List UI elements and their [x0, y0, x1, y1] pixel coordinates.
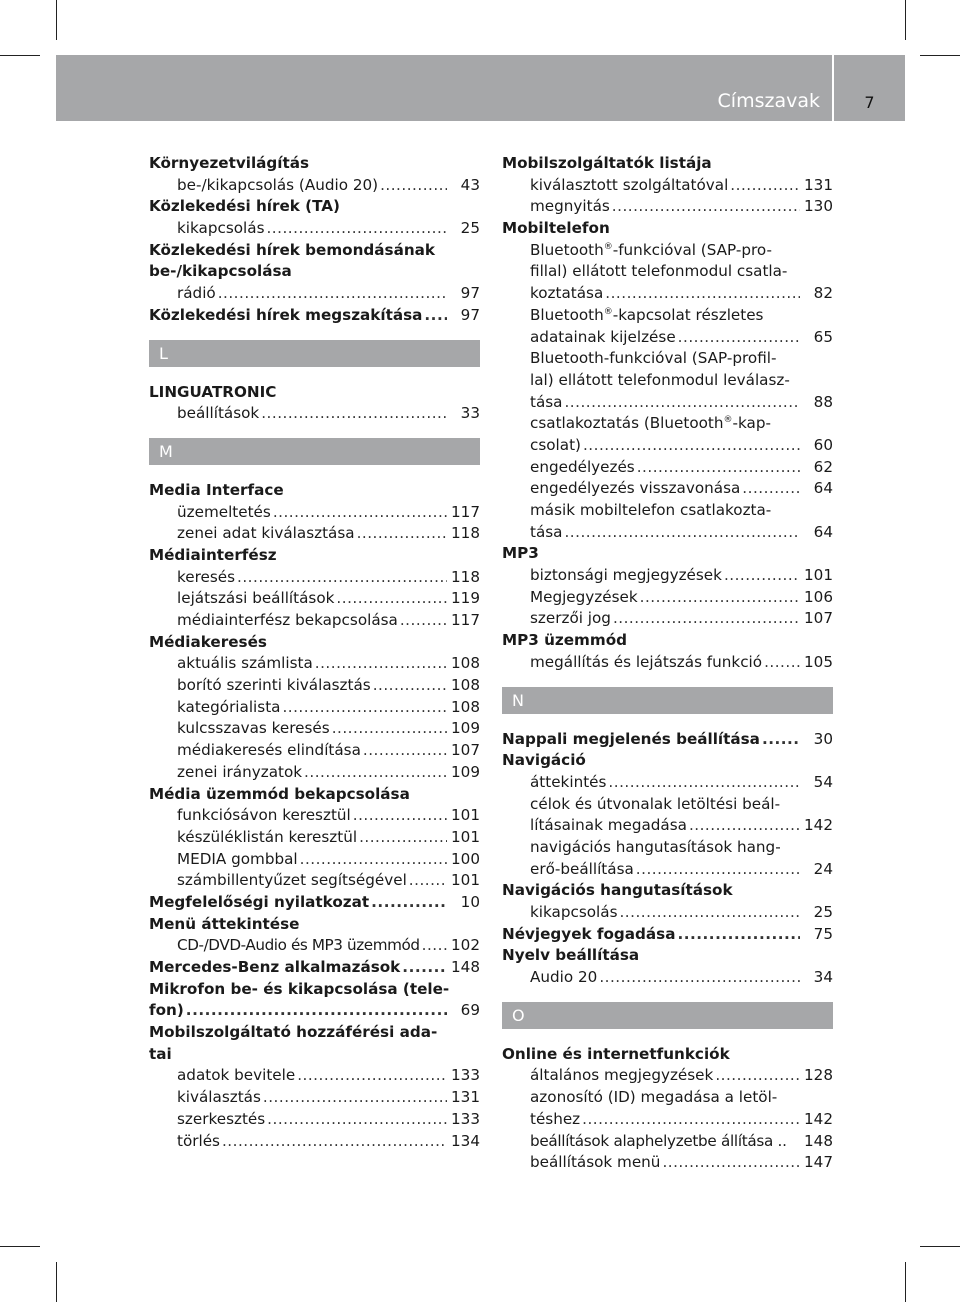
index-entry: Audio 20 ..... 34 — [502, 967, 833, 989]
index-entry: engedélyezés visszavonása ..... 64 — [502, 478, 833, 500]
index-heading: Nyelv beállítása — [502, 946, 640, 965]
index-entry: készüléklistán keresztül ..... 101 — [149, 827, 480, 849]
index-entry: zenei irányzatok ..... 109 — [149, 762, 480, 784]
index-heading: Médiakeresés — [149, 632, 267, 651]
index-heading-entry: Névjegyek fogadása ..... 75 — [502, 924, 833, 946]
index-entry: borító szerinti kiválasztás ..... 108 — [149, 675, 480, 697]
index-heading: Online és internetfunkciók — [502, 1044, 730, 1063]
index-entry: zenei adat kiválasztása ..... 118 — [149, 523, 480, 545]
registered-mark: ® — [723, 415, 733, 426]
index-entry: CD-/DVD-Audio és MP3 üzemmód ..... 102 — [149, 935, 480, 957]
index-entry: kulcsszavas keresés ..... 109 — [149, 718, 480, 740]
index-entry-line: Bluetooth®-kapcsolat részletes — [530, 305, 764, 324]
index-entry: médiakeresés elindítása ..... 107 — [149, 740, 480, 762]
index-entry: adatainak kijelzése ..... 65 — [502, 327, 833, 349]
section-letter-l: L — [149, 340, 480, 367]
crop-mark — [56, 1262, 57, 1302]
index-heading: Mobiltelefon — [502, 219, 610, 238]
index-heading: Mikrofon be- és kikapcsolása (tele- — [149, 979, 450, 998]
index-heading: LINGUATRONIC — [149, 382, 277, 401]
index-heading: MP3 — [502, 544, 539, 563]
index-heading: MP3 üzemmód — [502, 631, 628, 650]
index-entry: lításainak megadása ..... 142 — [502, 815, 833, 837]
index-heading: Mobilszolgáltató hozzáférési ada- — [149, 1023, 438, 1042]
index-entry-line: célok és útvonalak letöltési beál- — [530, 794, 781, 813]
crop-mark — [56, 0, 57, 40]
index-heading: be-/kikapcsolása — [149, 262, 292, 281]
index-heading: tai — [149, 1044, 172, 1063]
section-title: Címszavak — [717, 90, 820, 112]
header-bar — [56, 55, 832, 121]
index-entry: kategórialista ..... 108 — [149, 697, 480, 719]
crop-mark — [0, 1246, 40, 1247]
index-heading: Navigációs hangutasítások — [502, 881, 733, 900]
index-entry: üzemeltetés ..... 117 — [149, 502, 480, 524]
index-column-right — [502, 153, 833, 1174]
index-entry: be-/kikapcsolás (Audio 20) ..... 43 — [149, 175, 480, 197]
page-number-box — [834, 55, 905, 121]
index-heading-entry: Nappali megjelenés beállítása ..... 30 — [502, 729, 833, 751]
index-entry: téshez ..... 142 — [502, 1109, 833, 1131]
index-entry: rádió ..... 97 — [149, 283, 480, 305]
index-entry: tása ..... 88 — [502, 392, 833, 414]
index-entry: csolat) ..... 60 — [502, 435, 833, 457]
page-number: 7 — [864, 93, 875, 112]
index-entry: Megjegyzések ..... 106 — [502, 587, 833, 609]
index-heading-entry: Közlekedési hírek megszakítása ..... 97 — [149, 305, 480, 327]
index-heading: Média üzemmód bekapcsolása — [149, 784, 410, 803]
section-letter-m: M — [149, 438, 480, 465]
index-entry: médiainterfész bekapcsolása ..... 117 — [149, 610, 480, 632]
index-entry: beállítások alaphelyzetbe állítása .. 148 — [530, 1131, 833, 1150]
index-entry: koztatása ..... 82 — [502, 283, 833, 305]
index-heading-entry: Megfelelőségi nyilatkozat ..... 10 — [149, 892, 480, 914]
index-entry: szerkesztés ..... 133 — [149, 1109, 480, 1131]
index-entry: számbillentyűzet segítségével ..... 101 — [149, 870, 480, 892]
index-heading: Közlekedési hírek bemondásának — [149, 240, 435, 259]
index-entry: megnyitás ..... 130 — [502, 196, 833, 218]
crop-mark — [0, 55, 40, 56]
index-entry-line: navigációs hangutasítások hang- — [530, 837, 781, 856]
index-entry: megállítás és lejátszás funkció ..... 105 — [502, 652, 833, 674]
index-entry: adatok bevitele ..... 133 — [149, 1065, 480, 1087]
index-entry: tása ..... 64 — [502, 522, 833, 544]
index-entry: funkciósávon keresztül ..... 101 — [149, 805, 480, 827]
index-entry: általános megjegyzések ..... 128 — [502, 1065, 833, 1087]
index-entry: törlés ..... 134 — [149, 1131, 480, 1153]
index-heading-entry: fon) ..... 69 — [149, 1000, 480, 1022]
index-entry: engedélyezés ..... 62 — [502, 457, 833, 479]
index-heading: Navigáció — [502, 751, 586, 770]
index-heading: Media Interface — [149, 480, 284, 499]
index-entry: beállítások ..... 33 — [149, 403, 480, 425]
section-letter-o: O — [502, 1002, 833, 1029]
index-entry: MEDIA gombbal ..... 100 — [149, 849, 480, 871]
index-entry: kiválasztás ..... 131 — [149, 1087, 480, 1109]
index-entry: biztonsági megjegyzések ..... 101 — [502, 565, 833, 587]
index-entry: kiválasztott szolgáltatóval ..... 131 — [502, 175, 833, 197]
crop-mark — [905, 1262, 906, 1302]
registered-mark: ® — [603, 306, 613, 317]
index-entry-line: azonosító (ID) megadása a letöl- — [530, 1088, 778, 1107]
index-entry-line: Bluetooth®-funkcióval (SAP-pro- — [530, 240, 772, 259]
index-entry: szerzői jog ..... 107 — [502, 608, 833, 630]
index-entry: aktuális számlista ..... 108 — [149, 653, 480, 675]
index-entry-line: lal) ellátott telefonmodul leválasz- — [530, 370, 790, 389]
index-heading: Közlekedési hírek (TA) — [149, 197, 340, 216]
index-entry-line: csatlakoztatás (Bluetooth®-kap- — [530, 414, 771, 433]
index-entry: kikapcsolás ..... 25 — [149, 218, 480, 240]
index-entry-line: Bluetooth-funkcióval (SAP-profil- — [530, 349, 777, 368]
section-letter-n: N — [502, 687, 833, 714]
index-column-left — [149, 153, 480, 1152]
index-heading-entry: Mercedes-Benz alkalmazások ..... 148 — [149, 957, 480, 979]
index-heading: Mobilszolgáltatók listája — [502, 154, 712, 172]
index-entry: lejátszási beállítások ..... 119 — [149, 588, 480, 610]
index-entry-line: másik mobiltelefon csatlakozta- — [530, 501, 772, 519]
crop-mark — [920, 55, 960, 56]
index-entry: beállítások menü ..... 147 — [502, 1152, 833, 1174]
crop-mark — [920, 1246, 960, 1247]
index-entry: kikapcsolás ..... 25 — [502, 902, 833, 924]
index-heading: Menü áttekintése — [149, 914, 300, 933]
index-heading: Médiainterfész — [149, 545, 277, 564]
index-heading: Környezetvilágítás — [149, 154, 310, 172]
index-entry: áttekintés ..... 54 — [502, 772, 833, 794]
registered-mark: ® — [603, 241, 613, 252]
index-entry: keresés ..... 118 — [149, 567, 480, 589]
index-entry: erő-beállítása ..... 24 — [502, 859, 833, 881]
crop-mark — [905, 0, 906, 40]
index-entry-line: fillal) ellátott telefonmodul csatla- — [530, 262, 788, 281]
